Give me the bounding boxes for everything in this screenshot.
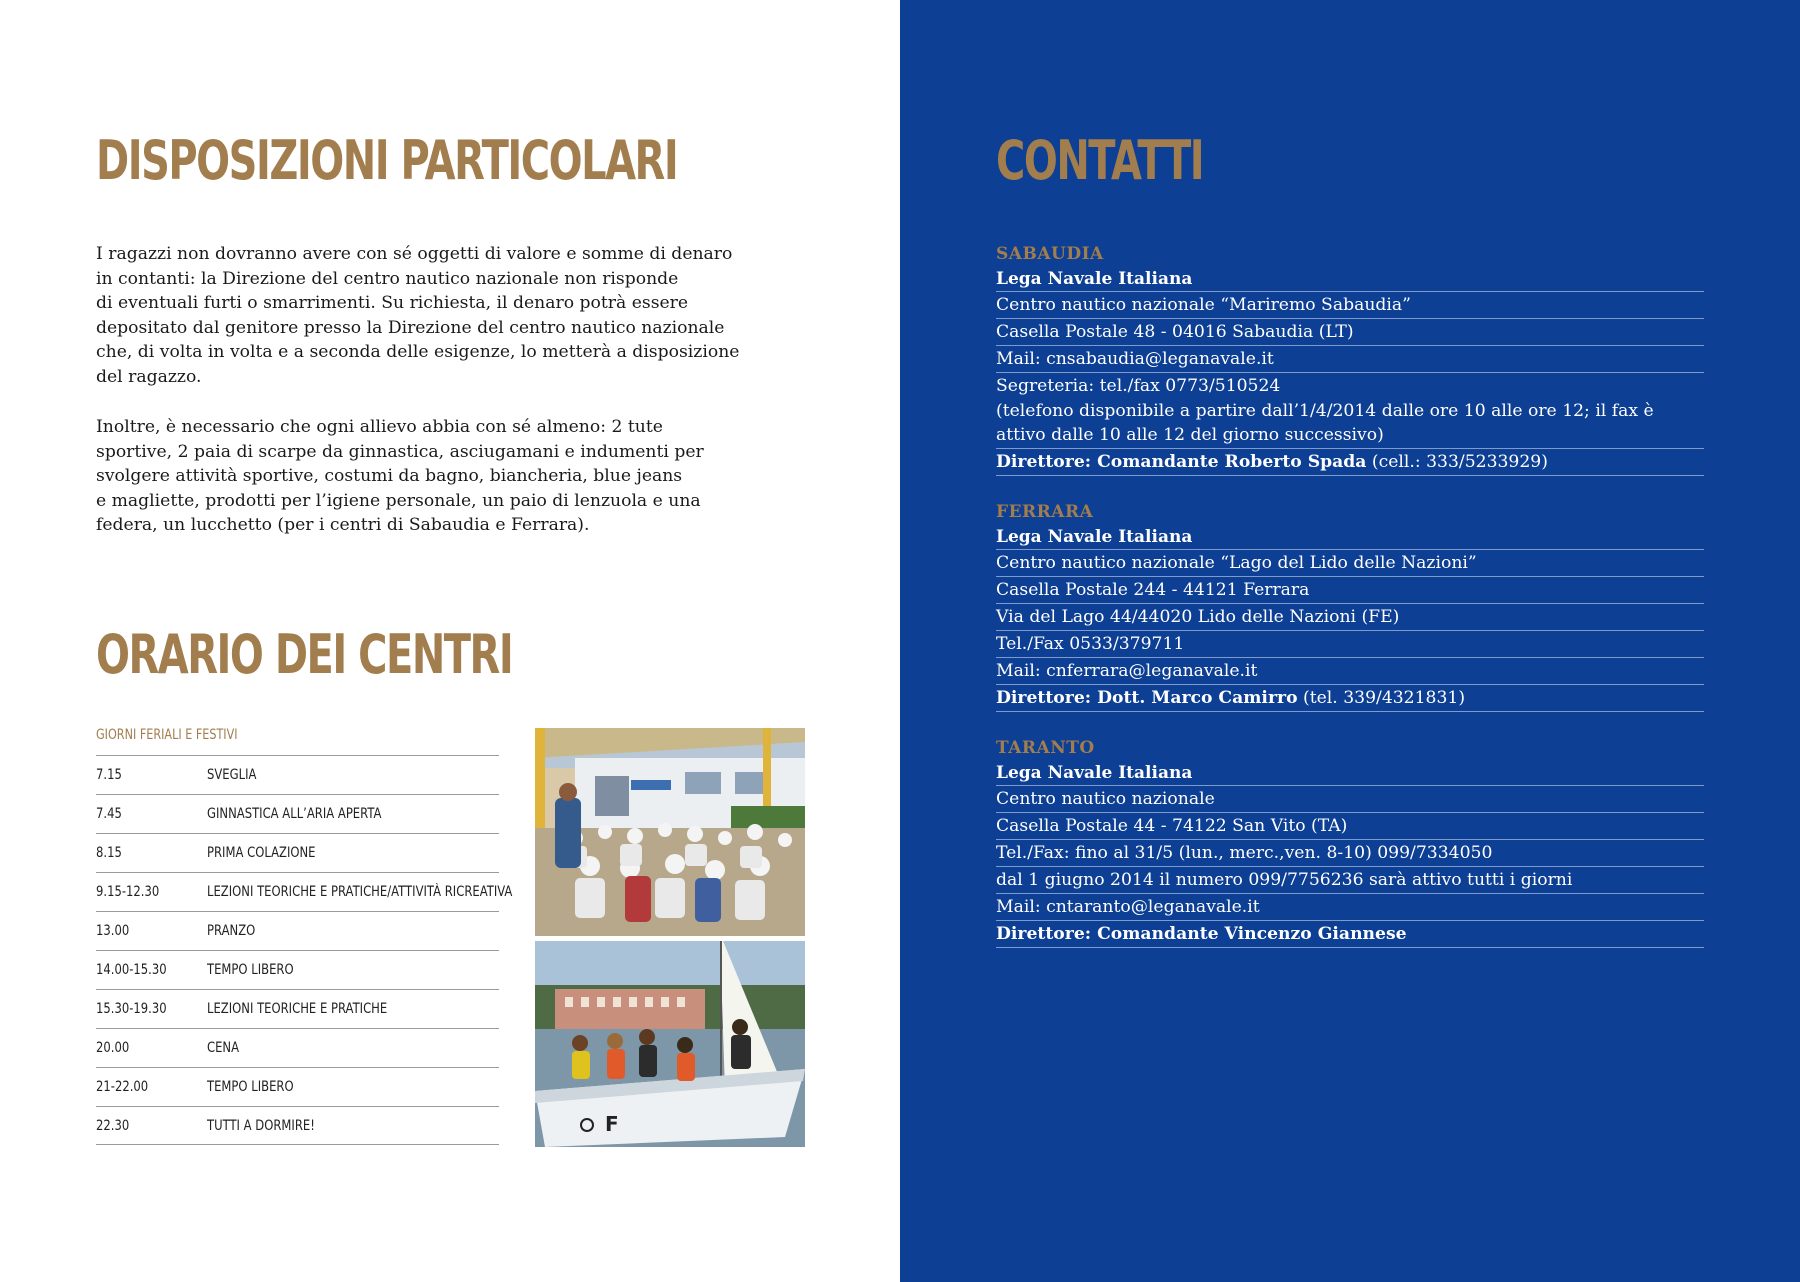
schedule-activity: TEMPO LIBERO xyxy=(207,1079,294,1095)
schedule-time: 22.30 xyxy=(96,1118,130,1134)
schedule-activity: TUTTI A DORMIRE! xyxy=(207,1118,315,1134)
postal-address: Casella Postale 244 - 44121 Ferrara xyxy=(996,577,1704,604)
contact-group-ferrara xyxy=(996,500,1704,712)
phone-note-block xyxy=(996,373,1704,449)
director-name: Direttore: Comandante Roberto Spada xyxy=(996,451,1367,472)
disposizioni-paragraph-2: Inoltre, è necessario che ogni allievo abbia con sé almeno: 2 tute sportive, 2 paia di scarpe da ginnastica, asciugamani e indumenti per svolgere attività sportive, costumi da bagno, biancheria, blue jeans e magliette, prodotti per l’igiene personale, un paio di lenzuola e una federa, un lucchetto (per i centri di Sabaudia e Ferrara). xyxy=(96,417,704,536)
schedule-time: 13.00 xyxy=(96,923,130,939)
center-name: Centro nautico nazionale “Lago del Lido delle Nazioni” xyxy=(996,550,1704,577)
schedule-time: 9.15-12.30 xyxy=(96,884,160,900)
schedule-time: 20.00 xyxy=(96,1040,130,1056)
schedule-time: 15.30-19.30 xyxy=(96,1001,167,1017)
schedule-row xyxy=(96,755,499,794)
schedule-row xyxy=(96,1106,499,1145)
svg-text:F: F xyxy=(605,1112,619,1136)
email-line: Mail: cntaranto@leganavale.it xyxy=(996,894,1704,921)
city-label: TARANTO xyxy=(996,738,1095,758)
schedule-activity: PRIMA COLAZIONE xyxy=(207,845,316,861)
schedule-activity: SVEGLIA xyxy=(207,767,257,783)
schedule-row xyxy=(96,794,499,833)
schedule-row xyxy=(96,872,513,911)
contact-group-sabaudia xyxy=(996,242,1704,476)
schedule-time: 8.15 xyxy=(96,845,122,861)
photo-sailing-boat xyxy=(535,941,805,1147)
org-name: Lega Navale Italiana xyxy=(996,266,1704,292)
postal-address: Casella Postale 44 - 74122 San Vito (TA) xyxy=(996,813,1704,840)
phone-line: Tel./Fax 0533/379711 xyxy=(996,631,1704,658)
contatti-title: CONTATTI xyxy=(996,129,1204,192)
schedule-activity: TEMPO LIBERO xyxy=(207,962,294,978)
schedule-activity: GINNASTICA ALL’ARIA APERTA xyxy=(207,806,382,822)
postal-address: Casella Postale 48 - 04016 Sabaudia (LT) xyxy=(996,319,1704,346)
schedule-table xyxy=(96,725,513,1145)
email-line: Mail: cnsabaudia@leganavale.it xyxy=(996,346,1704,373)
schedule-time: 14.00-15.30 xyxy=(96,962,167,978)
disposizioni-title: DISPOSIZIONI PARTICOLARI xyxy=(96,129,678,192)
schedule-activity: CENA xyxy=(207,1040,240,1056)
schedule-header: GIORNI FERIALI E FESTIVI xyxy=(96,727,238,743)
city-label: FERRARA xyxy=(996,502,1094,522)
schedule-row xyxy=(96,1028,499,1067)
disposizioni-paragraph-1: I ragazzi non dovranno avere con sé oggetti di valore e somme di denaro in contanti: la Direzione del centro nautico nazionale non risponde di eventuali furti o smarrimenti. Su richiesta, il denaro potrà essere depositato dal genitore presso la Direzione del centro nautico nazionale che, di volta in volta e a seconda delle esigenze, lo metterà a disposizione del ragazzo. xyxy=(96,244,740,387)
org-name: Lega Navale Italiana xyxy=(996,760,1704,786)
director-phone: (cell.: 333/5233929) xyxy=(1366,451,1548,472)
photo-group-canopy xyxy=(535,728,805,936)
center-name: Centro nautico nazionale xyxy=(996,786,1704,813)
schedule-row xyxy=(96,950,499,989)
phone-line: Tel./Fax: fino al 31/5 (lun., merc.,ven. 8-10) 099/7334050 xyxy=(996,840,1704,867)
schedule-time: 7.15 xyxy=(96,767,122,783)
center-name: Centro nautico nazionale “Mariremo Sabaudia” xyxy=(996,292,1704,319)
schedule-row xyxy=(96,1067,499,1106)
director-line xyxy=(996,449,1704,476)
street-address: Via del Lago 44/44020 Lido delle Nazioni (FE) xyxy=(996,604,1704,631)
city-label: SABAUDIA xyxy=(996,244,1104,264)
schedule-activity: LEZIONI TEORICHE E PRATICHE/ATTIVITÀ RICREATIVA xyxy=(207,884,513,900)
schedule-time: 7.45 xyxy=(96,806,122,822)
phone-line-2: dal 1 giugno 2014 il numero 099/7756236 sarà attivo tutti i giorni xyxy=(996,867,1704,894)
director-line xyxy=(996,685,1704,712)
phone-note: (telefono disponibile a partire dall’1/4/2014 dalle ore 10 alle ore 12; il fax è attivo dalle 10 alle 12 del giorno successivo) xyxy=(996,400,1654,445)
schedule-activity: PRANZO xyxy=(207,923,256,939)
contact-group-taranto xyxy=(996,736,1704,948)
orario-title: ORARIO DEI CENTRI xyxy=(96,623,513,686)
schedule-row xyxy=(96,989,499,1028)
director-line xyxy=(996,921,1704,948)
director-phone: (tel. 339/4321831) xyxy=(1297,688,1466,708)
schedule-time: 21-22.00 xyxy=(96,1079,149,1095)
director-name: Direttore: Dott. Marco Camirro xyxy=(996,688,1298,708)
schedule-row xyxy=(96,833,499,872)
org-name: Lega Navale Italiana xyxy=(996,524,1704,550)
schedule-activity: LEZIONI TEORICHE E PRATICHE xyxy=(207,1001,388,1017)
director-name: Direttore: Comandante Vincenzo Giannese xyxy=(996,924,1407,944)
email-line: Mail: cnferrara@leganavale.it xyxy=(996,658,1704,685)
schedule-row xyxy=(96,911,499,950)
phone-line: Segreteria: tel./fax 0773/510524 xyxy=(996,376,1281,396)
